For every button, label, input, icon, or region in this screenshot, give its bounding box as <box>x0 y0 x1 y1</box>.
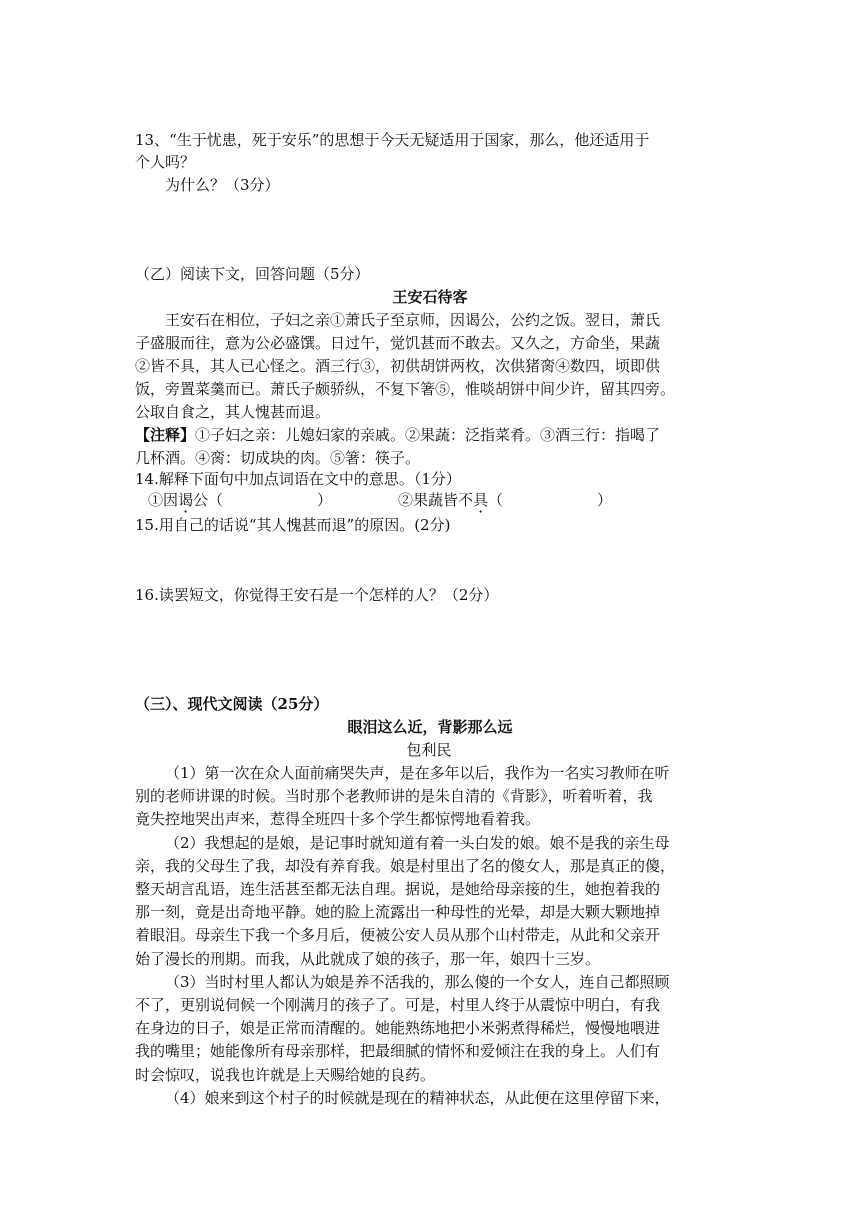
question-13-line-3: 为什么？（3分） <box>165 176 280 194</box>
passage-line: 饭，旁置菜羹而已。萧氏子颇骄纵，不复下箸⑤，惟啖胡饼中间少许，留其四旁。 <box>135 380 676 398</box>
question-13-line-1: 13、“生于忧患，死于安乐”的思想于今天无疑适用于国家，那么，他还适用于 <box>135 131 650 149</box>
section-b-header: （乙）阅读下文，回答问题（5分） <box>135 265 370 283</box>
article-title: 眼泪这么近，背影那么远 <box>347 718 513 736</box>
question-16: 16.读罢短文，你觉得王安石是一个怎样的人？（2分） <box>135 586 499 604</box>
section-c-header: （三）、现代文阅读（25分） <box>135 695 329 713</box>
question-14-item-1: ①因谒公（ ） <box>148 491 333 509</box>
article-line: 整天胡言乱语，连生活甚至都无法自理。据说，是她给母亲接的生，她抱着我的 <box>135 880 661 898</box>
passage-line: 公取自食之，其人愧甚而退。 <box>135 403 331 421</box>
question-14: 14.解释下面句中加点词语在文中的意思。（1分） <box>135 470 461 488</box>
article-line: 别的老师讲课的时候。当时那个老教师讲的是朱自清的《背影》，听着听着，我 <box>135 787 653 806</box>
article-line: 着眼泪。母亲生下我一个多月后，便被公安人员从那个山村带走，从此和父亲开 <box>135 926 661 945</box>
dotted-word: 具 <box>473 491 489 509</box>
article-line: （4）娘来到这个村子的时候就是现在的精神状态，从此便在这里停留下来， <box>165 1088 670 1107</box>
question-13-line-2: 个人吗？ <box>135 153 196 171</box>
annotation-text: ①子妇之亲：儿媳妇家的亲戚。②果蔬：泛指菜肴。③酒三行：指喝了 <box>195 426 661 444</box>
article-line: 不了，更别说伺候一个刚满月的孩子了。可是，村里人终于从震惊中明白，有我 <box>135 996 661 1014</box>
passage-line: 子盛服而往，意为公必盛馔。日过午，觉饥甚而不敢去。又久之，方命坐，果蔬 <box>135 334 661 352</box>
annotation-label: 【注释】 <box>135 426 196 444</box>
article-line: （3）当时村里人都认为娘是养不活我的，那么傻的一个女人，连自己都照顾 <box>165 972 670 991</box>
article-author: 包利民 <box>406 741 452 759</box>
annotation-line-1 <box>135 425 660 445</box>
question-14-item-2: ②果蔬皆不具（ ） <box>398 491 613 509</box>
passage-line: ②皆不具，其人已心怪之。酒三行③，初供胡饼两枚，次供猪脔④数四，顷即供 <box>135 357 661 375</box>
article-line: （2）我想起的是娘，是记事时就知道有着一头白发的娘。娘不是我的亲生母 <box>165 833 670 852</box>
passage-title: 王安石待客 <box>392 288 468 306</box>
article-line: 竟失控地哭出声来，惹得全班四十多个学生都惊愕地看着我。 <box>135 810 541 829</box>
passage-line: 王安石在相位，子妇之亲①萧氏子至京师，因谒公，公约之饭。翌日，萧氏 <box>165 311 661 329</box>
article-line: 时会惊叹，说我也许就是上天赐给她的良药。 <box>135 1065 436 1084</box>
article-line: 那一刻，竟是出奇地平静。她的脸上流露出一种母性的光晕，却是大颗大颗地掉 <box>135 903 661 922</box>
article-line: （1）第一次在众人面前痛哭失声，是在多年以后，我作为一名实习教师在听 <box>165 764 670 782</box>
question-15: 15.用自己的话说“其人愧甚而退”的原因。(2分) <box>135 516 451 534</box>
annotation-line-2: 几杯酒。④脔：切成块的肉。⑤箸：筷子。 <box>135 449 421 467</box>
dotted-word: 谒 <box>178 491 194 509</box>
article-line: 我的嘴里；她能像所有母亲那样，把最细腻的情怀和爱倾注在我的身上。人们有 <box>135 1042 661 1061</box>
article-line: 亲，我的父母生了我，却没有养育我。娘是村里出了名的傻女人，那是真正的傻， <box>135 856 676 875</box>
article-line: 始了漫长的刑期。而我，从此就成了娘的孩子，那一年，娘四十三岁。 <box>135 949 601 968</box>
article-line: 在身边的日子，娘是正常而清醒的。她能熟练地把小米粥煮得稀烂，慢慢地喂进 <box>135 1019 661 1038</box>
